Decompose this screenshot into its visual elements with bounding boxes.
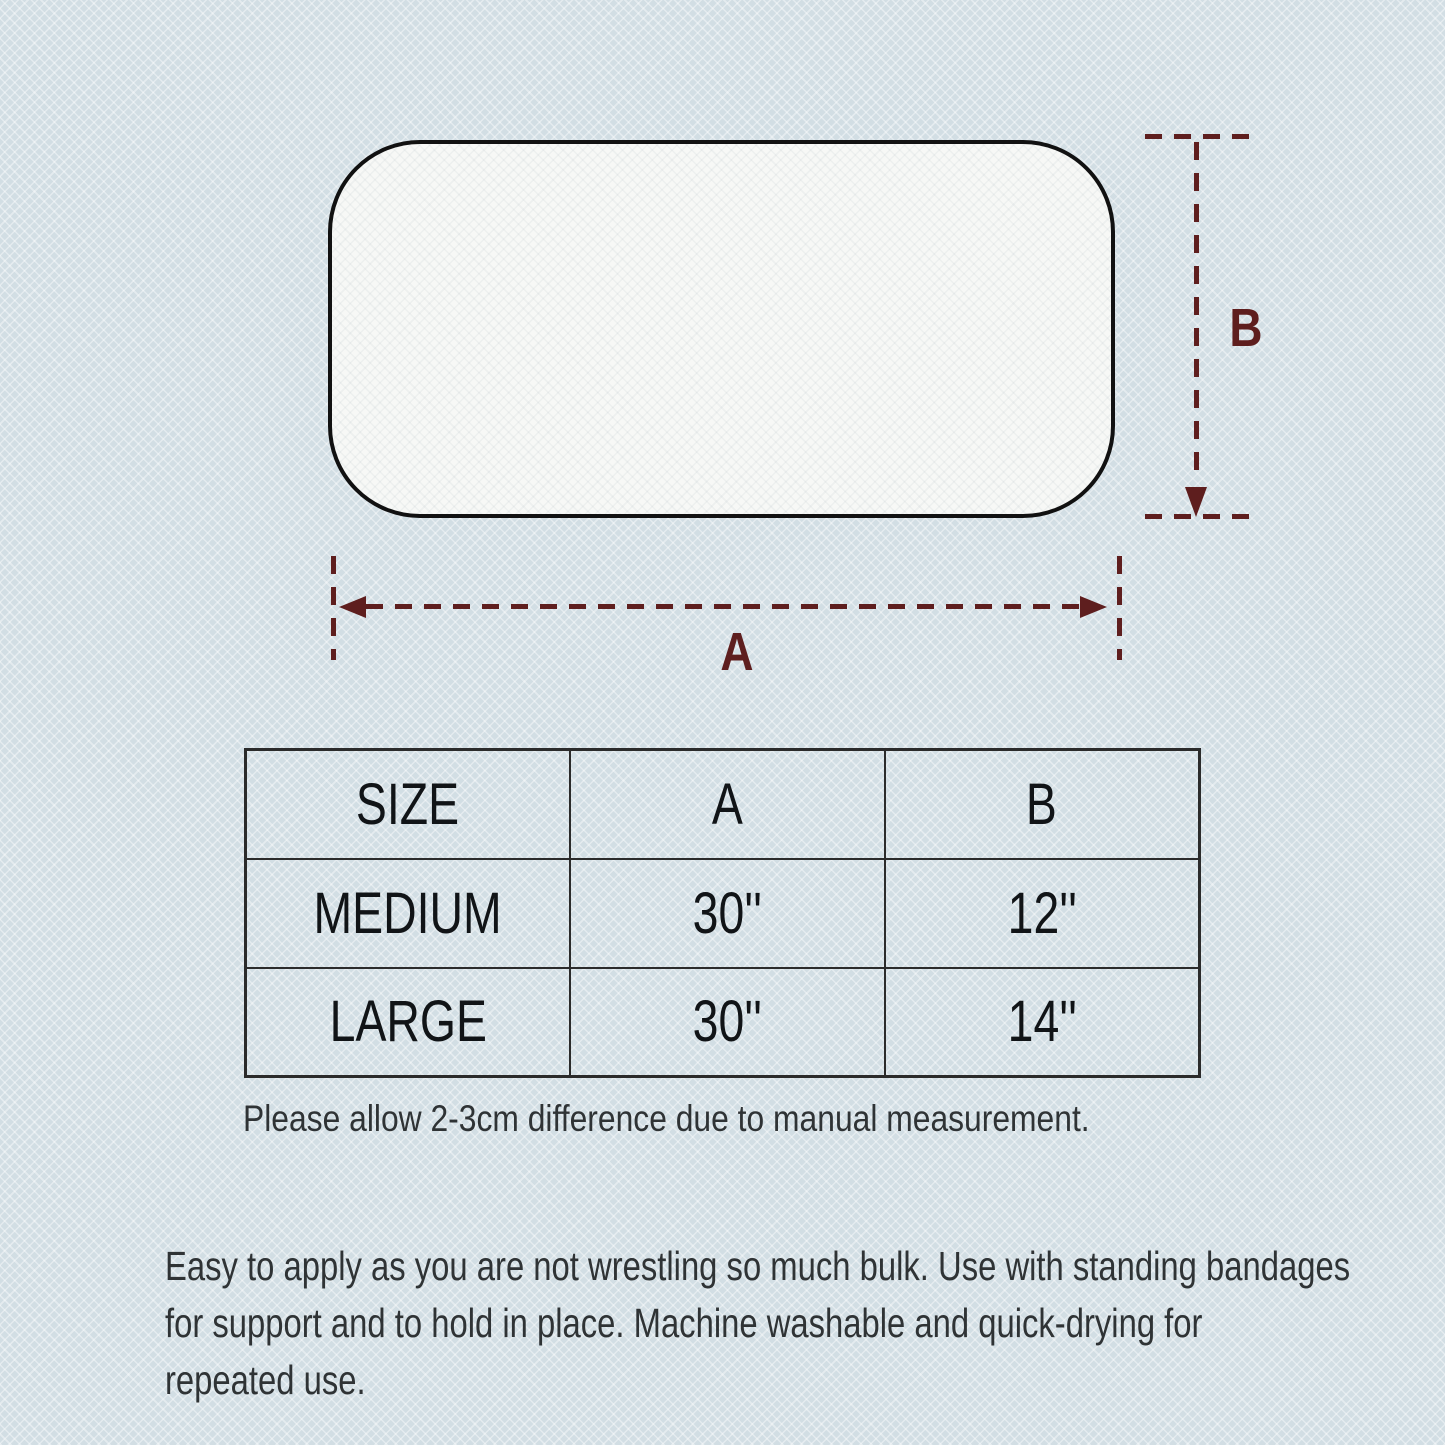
- large-size-label: LARGE: [329, 989, 487, 1055]
- dimension-a-right-tick: [1117, 556, 1122, 660]
- cell-large-size: [246, 968, 570, 1077]
- dimension-b-top-tick: [1145, 134, 1249, 139]
- header-cell-b: [885, 750, 1200, 859]
- large-b-value: 14'': [1007, 989, 1077, 1055]
- dimension-a-label: A: [720, 622, 754, 682]
- dimension-b-bottom-tick: [1145, 514, 1249, 519]
- header-size-label: SIZE: [356, 771, 460, 837]
- cell-medium-size: [246, 859, 570, 968]
- dimension-b-label: B: [1229, 298, 1263, 358]
- medium-b-value: 12'': [1007, 880, 1077, 946]
- size-table: [244, 748, 1201, 1078]
- table-row-medium: [246, 859, 1200, 968]
- size-table-header-row: [246, 750, 1200, 859]
- measurement-note: Please allow 2-3cm difference due to manual measurement.: [243, 1098, 1090, 1139]
- cell-large-a: [570, 968, 885, 1077]
- arrow-right-icon: [1080, 596, 1107, 618]
- arrow-left-icon: [339, 596, 366, 618]
- dimension-a-line: [366, 604, 1080, 609]
- header-cell-size: [246, 750, 570, 859]
- header-cell-a: [570, 750, 885, 859]
- dimension-b-line: [1194, 142, 1199, 482]
- medium-size-label: MEDIUM: [313, 880, 503, 946]
- header-a-label: A: [711, 771, 743, 837]
- cell-medium-a: [570, 859, 885, 968]
- description-line-2: for support and to hold in place. Machine washable and quick-drying for: [165, 1300, 1203, 1346]
- header-b-label: B: [1026, 771, 1058, 837]
- description-line-1: Easy to apply as you are not wrestling so much bulk. Use with standing bandages: [165, 1243, 1351, 1289]
- product-description: [165, 1238, 1350, 1409]
- cell-medium-b: [885, 859, 1200, 968]
- medium-a-value: 30'': [692, 880, 762, 946]
- cell-large-b: [885, 968, 1200, 1077]
- description-line-3: repeated use.: [165, 1357, 366, 1403]
- arrow-down-icon: [1185, 487, 1207, 517]
- large-a-value: 30'': [692, 989, 762, 1055]
- pad-outline-shape: [328, 140, 1115, 518]
- table-row-large: [246, 968, 1200, 1077]
- dimension-a-left-tick: [331, 556, 336, 660]
